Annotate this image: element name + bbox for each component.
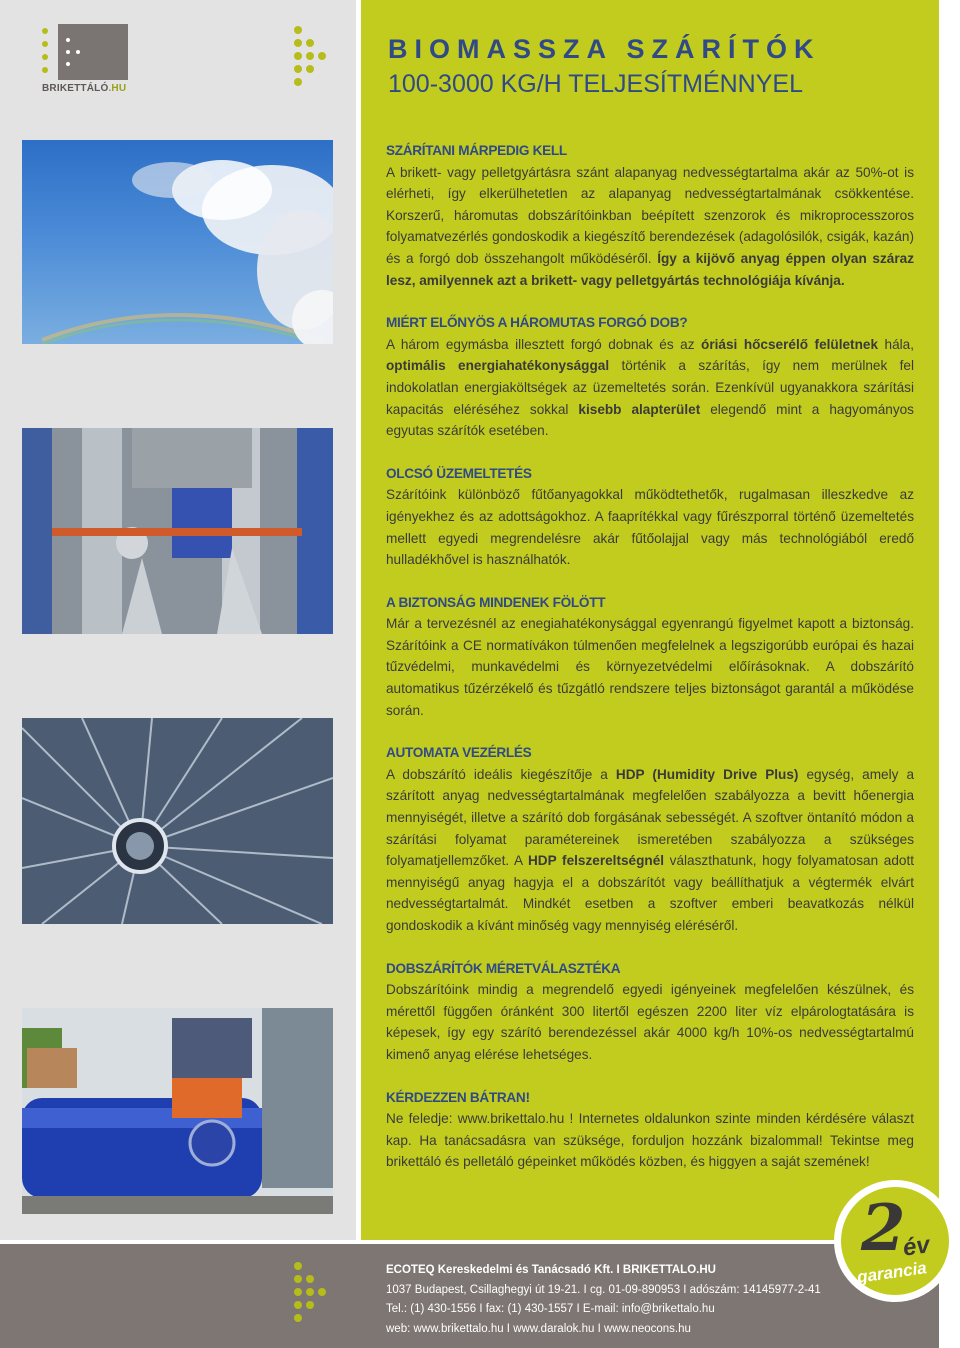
sky-illustration [22, 140, 333, 344]
drum-illustration [22, 718, 333, 924]
content-section [386, 742, 914, 936]
pattern-dot [294, 1288, 302, 1296]
section-heading: SZÁRÍTANI MÁRPEDIG KELL [386, 143, 567, 158]
brikettalo-logo[interactable] [40, 24, 132, 96]
pattern-dot [294, 1262, 302, 1270]
page-title: BIOMASSZA SZÁRÍTÓK [388, 34, 821, 64]
section-body [386, 613, 914, 721]
dot-pattern-footer [292, 1262, 338, 1332]
logo-wordmark [42, 83, 126, 94]
logo-dot [66, 50, 70, 54]
content-section [386, 140, 914, 291]
logo-dot [76, 50, 80, 54]
logo-dot [42, 41, 48, 47]
section-heading: AUTOMATA VEZÉRLÉS [386, 745, 532, 761]
badge-unit: év [901, 1231, 932, 1262]
content-section [386, 463, 914, 571]
pattern-dot [318, 1288, 326, 1296]
content-section [386, 312, 914, 442]
section-heading: DOBSZÁRÍTÓK MÉRETVÁLASZTÉKA [386, 960, 621, 976]
pattern-dot [294, 39, 302, 47]
body-text: választhatunk, hogy folyamatosan adott mennyiségű anyag hagyja el a dobszárítót vagy beállíthatjuk a végtermék elvárt nedvességtartalmát. Mindkét esetben a szoftver emberi beavatkozás nélkül gondoskodik a kívánt minőség vagy mennyiség eléréséről. [386, 853, 914, 933]
body-text: A dobszárító ideális kiegészítője a [386, 766, 616, 782]
bold-text: optimális energiahatékonysággal [386, 358, 610, 374]
content-section [386, 592, 914, 722]
logo-name: BRIKETTÁLÓ [42, 83, 109, 94]
bold-text: óriási hőcserélő felületnek [701, 336, 879, 352]
pattern-dot [294, 1301, 302, 1309]
dot-pattern-top [292, 26, 338, 96]
bold-text: HDP felszereltségnél [527, 853, 665, 869]
body-text: Már a tervezésnél az enegiahatékonysággal egyenrangú figyelmet kapott a biztonság. Szárítóink a CE normatívákon túlmenően megfelelnek a legszigorúbb európai és hazai tűzvédelmi, munkavédelmi és környezetvédelmi előírásoknak. A dobszárító automatikus tűzérzékelő és tűzgátló rendszere teljes biztonságot garantál a működése során. [386, 616, 914, 718]
section-body [386, 484, 914, 570]
pattern-dot [294, 78, 302, 86]
section-body [386, 979, 914, 1065]
bold-text: kisebb alapterület [578, 401, 701, 417]
section-heading: OLCSÓ ÜZEMELTETÉS [386, 465, 532, 481]
pattern-dot [294, 65, 302, 73]
logo-dot [42, 54, 48, 60]
bold-text: Így a kijövő anyag éppen olyan száraz lesz, amilyennek azt a brikett- vagy pelletgyártás technológiája kívánja. [386, 250, 914, 288]
pattern-dot [294, 26, 302, 34]
logo-dot [66, 62, 70, 66]
badge-label: garancia [855, 1258, 928, 1287]
page-subtitle: 100-3000 KG/H TELJESÍTMÉNNYEL [388, 70, 803, 98]
pattern-dot [306, 1288, 314, 1296]
section-body [386, 1108, 914, 1173]
content-sections [386, 140, 914, 1194]
section-body [386, 162, 914, 292]
pattern-dot [294, 1314, 302, 1322]
footer-company: ECOTEQ Kereskedelmi és Tanácsadó Kft. I BRIKETTALO.HU [386, 1264, 716, 1276]
logo-dot [66, 38, 70, 42]
guarantee-badge [834, 1180, 956, 1302]
body-text: történik a szárítás, így nem merülnek fel indokolatlan energiaköltségek az üzemeltetés során. Ezenkívül ugyanakkora szárítási kapacitás eléréséhez sokkal [386, 358, 915, 417]
pattern-dot [306, 52, 314, 60]
content-section [386, 1087, 914, 1173]
footer-address: 1037 Budapest, Csillaghegyi út 19-21. I cg. 01-09-890953 I adószám: 14145977-2-41 [386, 1283, 821, 1296]
section-heading: MIÉRT ELŐNYÖS A HÁROMUTAS FORGÓ DOB? [386, 315, 688, 331]
drum-interior-photo [22, 718, 333, 924]
body-text: A három egymásba illesztett forgó dobnak és az [386, 336, 702, 352]
pattern-dot [318, 52, 326, 60]
sky-photo [22, 140, 333, 344]
content-section [386, 958, 914, 1066]
body-text: hála, [878, 336, 915, 352]
bold-text: HDP (Humidity Drive Plus) [615, 766, 799, 782]
footer-web[interactable]: web: www.brikettalo.hu I www.daralok.hu I www.neocons.hu [386, 1322, 691, 1335]
drum-dryer-photo [22, 1008, 333, 1214]
section-body [386, 764, 914, 937]
section-body [386, 334, 914, 442]
ducts-illustration [22, 428, 333, 634]
logo-suffix: .HU [108, 83, 127, 94]
pattern-dot [306, 1275, 314, 1283]
dryer-ducts-photo [22, 428, 333, 634]
badge-inner [841, 1187, 949, 1295]
section-heading: KÉRDEZZEN BÁTRAN! [386, 1089, 530, 1105]
pattern-dot [294, 52, 302, 60]
pattern-dot [306, 1301, 314, 1309]
logo-dot [42, 67, 48, 73]
drum-dryer-illustration [22, 1008, 333, 1214]
logo-dot [42, 28, 48, 34]
footer-contact[interactable]: Tel.: (1) 430-1556 I fax: (1) 430-1557 I E-mail: info@brikettalo.hu [386, 1303, 715, 1315]
section-heading: A BIZTONSÁG MINDENEK FÖLÖTT [386, 594, 606, 610]
pattern-dot [294, 1275, 302, 1283]
pattern-dot [306, 65, 314, 73]
body-text: Ne feledje: www.brikettalo.hu ! Internetes oldalunkon szinte minden kérdésére választ kap. Ha tanácsadásra van szüksége, forduljon hozzánk bizalommal! Tekintse meg brikettáló és pelletáló gépeinket működés közben, és higgyen a saját szemének! [386, 1111, 914, 1170]
badge-number: 2 [861, 1191, 906, 1266]
footer-contact-block [386, 1261, 821, 1339]
body-text: Dobszárítóink mindig a megrendelő egyedi igényeinek megfelelően készülnek, és mérettől függően óránként 300 litertől egészen 2200 liter víz elpárologtatására is képesek, így egy szárító berendezéssel akár 4000 kg/h 10%-os nedvességtartalmú kimenő anyag elérése lehetséges. [386, 982, 914, 1062]
pattern-dot [306, 39, 314, 47]
body-text: egység, amely a szárított anyag nedvességtartalmának megfelelően szabályozza a bevitt hőenergia mennyiségét, illetve a szárító dob forgásának sebességét. A szoftver öntanító módon a szárítási folyamat paramétereinek ismeretében szabályozza a szükséges folyamatjellemzőket. A [386, 766, 915, 869]
body-text: Szárítóink különböző fűtőanyagokkal működtethetők, rugalmasan illeszkedve az igényekhez és az adottságokhoz. A faaprítékkal vagy fűrészporral történő üzemeltetés mellett egyedi megrendelésre akár fűtőolajjal vagy más technológiából eredő hulladékhővel is használhatók. [386, 487, 914, 568]
body-text: elegendő mint a hagyományos egyutas szárítók esetében. [386, 401, 914, 439]
body-text: A brikett- vagy pelletgyártásra szánt alapanyag nedvességtartalma akár az 50%-ot is elérheti, így elkerülhetetlen az alapanyag nedvességtartalmának csökkentése. Korszerű, háromutas dobszárítóinkban beépített szenzorok és mikroprocesszoros folyamatvezérlés gondoskodik a kiegészítő berendezések (adagolósilók, csigák, kazán) és a forgó dob összehangolt működéséről. [386, 164, 914, 266]
